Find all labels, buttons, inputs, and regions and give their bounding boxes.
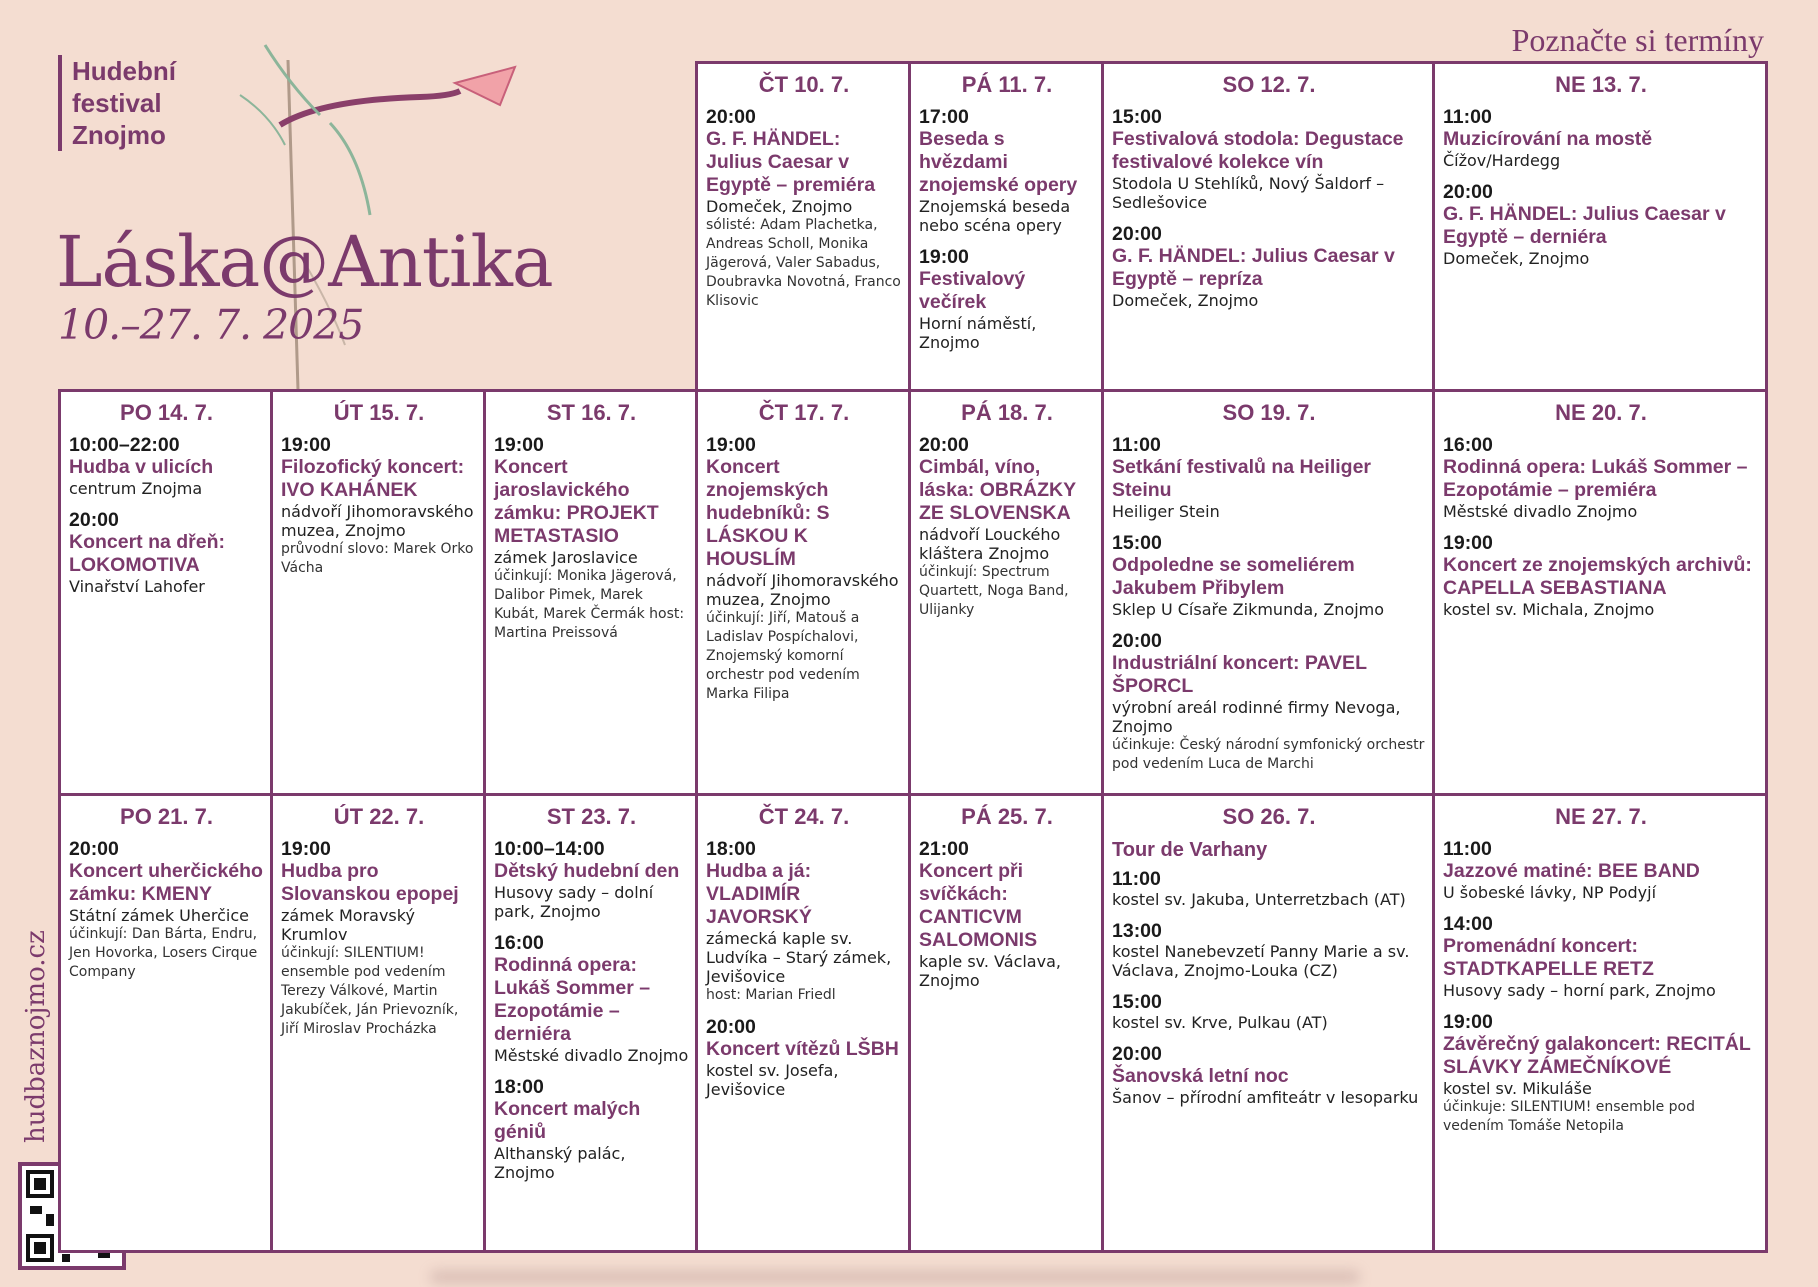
- event-item: [69, 434, 264, 498]
- day-heading: ČT 10. 7.: [758, 72, 850, 97]
- day-lead-title: Tour de Varhany: [1112, 839, 1268, 861]
- day-cell: [1432, 61, 1768, 395]
- event-place: U šobeské lávky, NP Podyjí: [1443, 883, 1657, 902]
- event-place: kostel sv. Michala, Znojmo: [1443, 600, 1655, 619]
- event-name: Cimbál, víno, láska: OBRÁZKY ZE SLOVENSKA: [919, 456, 1076, 524]
- event-place: Husovy sady – dolní park, Znojmo: [494, 883, 654, 921]
- day-cell: [695, 793, 911, 1253]
- event-name: Závěrečný galakoncert: RECITÁL SLÁVKY ZÁMEČNÍKOVÉ: [1443, 1033, 1751, 1078]
- day-cell: [908, 389, 1104, 799]
- event-place: kostel Nanebevzetí Panny Marie a sv. Václava, Znojmo-Louka (CZ): [1112, 942, 1410, 980]
- event-item: [494, 838, 689, 921]
- day-cell: [1101, 61, 1435, 395]
- website-label[interactable]: hudbaznojmo.cz: [21, 930, 51, 1143]
- day-heading: PÁ 18. 7.: [961, 400, 1053, 425]
- event-time: 19:00: [281, 838, 331, 860]
- event-place: centrum Znojma: [69, 479, 203, 498]
- event-place: zámek Jaroslavice: [494, 548, 638, 567]
- event-time: 20:00: [1112, 630, 1162, 652]
- day-cell: [270, 389, 486, 799]
- event-item: [1112, 434, 1426, 521]
- event-time: 20:00: [706, 106, 756, 128]
- event-time: 15:00: [1112, 991, 1162, 1013]
- event-item: [1112, 532, 1426, 619]
- day-heading: PO 14. 7.: [120, 400, 213, 425]
- day-cell: [908, 793, 1104, 1253]
- festival-title: Láska@Antika: [56, 221, 553, 303]
- event-extra: účinkují: Dan Bárta, Endru, Jen Hovorka, Losers Cirque Company: [69, 926, 258, 980]
- event-time: 19:00: [1443, 532, 1493, 554]
- event-time: 18:00: [706, 838, 756, 860]
- event-time: 17:00: [919, 106, 969, 128]
- event-name: Rodinná opera: Lukáš Sommer – Ezopotámie – derniéra: [494, 954, 651, 1045]
- event-item: [706, 1016, 902, 1099]
- day-cell: [695, 389, 911, 799]
- event-time: 11:00: [1112, 868, 1161, 890]
- event-time: 20:00: [1112, 223, 1162, 245]
- event-item: [919, 838, 1095, 990]
- day-heading: PÁ 25. 7.: [961, 804, 1053, 829]
- event-place: Stodola U Stehlíků, Nový Šaldorf – Sedlešovice: [1112, 174, 1385, 212]
- event-place: nádvoří Louckého kláštera Znojmo: [919, 525, 1061, 563]
- event-place: Domeček, Znojmo: [1443, 249, 1590, 268]
- event-place: Vinařství Lahofer: [69, 577, 205, 596]
- event-place: kostel sv. Josefa, Jevišovice: [706, 1061, 839, 1099]
- event-time: 16:00: [1443, 434, 1493, 456]
- event-time: 10:00–22:00: [69, 434, 180, 456]
- event-name: G. F. HÄNDEL: Julius Caesar v Egyptě – derniéra: [1443, 203, 1726, 248]
- day-heading: PÁ 11. 7.: [961, 72, 1053, 97]
- day-heading: ČT 24. 7.: [758, 804, 850, 829]
- event-time: 10:00–14:00: [494, 838, 605, 860]
- event-extra: účinkuje: SILENTIUM! ensemble pod vedením Tomáše Netopila: [1443, 1099, 1695, 1134]
- event-item: [1443, 181, 1759, 268]
- event-item: [1112, 630, 1426, 774]
- day-heading: PO 21. 7.: [120, 804, 213, 829]
- event-place: Městské divadlo Znojmo: [1443, 502, 1638, 521]
- event-time: 21:00: [919, 838, 969, 860]
- day-heading: ČT 17. 7.: [758, 400, 850, 425]
- event-item: [1112, 920, 1426, 980]
- event-name: G. F. HÄNDEL: Julius Caesar v Egyptě – premiéra: [706, 128, 876, 196]
- event-name: Muzicírování na mostě: [1443, 128, 1653, 150]
- event-time: 19:00: [706, 434, 756, 456]
- event-time: 19:00: [919, 246, 969, 268]
- event-place: Althanský palác, Znojmo: [494, 1144, 626, 1182]
- event-name: Koncert znojemských hudebníků: S LÁSKOU K HOUSLÍM: [706, 456, 830, 570]
- event-time: 15:00: [1112, 532, 1162, 554]
- event-time: 11:00: [1112, 434, 1161, 456]
- event-place: Domeček, Znojmo: [1112, 291, 1259, 310]
- event-item: [1112, 868, 1426, 909]
- event-item: [1112, 991, 1426, 1032]
- event-place: Městské divadlo Znojmo: [494, 1046, 689, 1065]
- day-cell: [908, 61, 1104, 395]
- event-item: [494, 1076, 689, 1182]
- event-time: 19:00: [281, 434, 331, 456]
- day-cell: [483, 389, 698, 799]
- event-item: [69, 509, 264, 596]
- event-item: [1443, 1011, 1759, 1136]
- event-time: 18:00: [494, 1076, 544, 1098]
- event-extra: účinkují: SILENTIUM! ensemble pod vedením Terezy Válkové, Martin Jakubíček, Ján Prievozník, Jiří Miroslav Procházka: [281, 945, 459, 1037]
- event-name: Festivalová stodola: Degustace festivalové kolekce vín: [1112, 128, 1404, 173]
- day-cell: [1432, 793, 1768, 1253]
- event-place: zámecká kaple sv. Ludvíka – Starý zámek, Jevišovice: [706, 929, 892, 986]
- day-heading: ÚT 22. 7.: [333, 804, 425, 829]
- event-item: [281, 838, 477, 1039]
- event-name: Hudba v ulicích: [69, 456, 214, 478]
- event-time: 20:00: [69, 509, 119, 531]
- event-item: [1112, 106, 1426, 212]
- event-name: Jazzové matiné: BEE BAND: [1443, 860, 1700, 882]
- event-name: Hudba pro Slovanskou epopej: [281, 860, 459, 905]
- event-item: [1443, 913, 1759, 1000]
- brand-line: Hudební: [72, 56, 176, 86]
- event-name: Šanovská letní noc: [1112, 1065, 1289, 1087]
- event-item: [706, 106, 902, 311]
- day-cell: [1101, 793, 1435, 1253]
- day-heading: NE 20. 7.: [1555, 400, 1647, 425]
- event-item: [1112, 1043, 1426, 1107]
- event-item: [281, 434, 477, 578]
- event-place: Horní náměstí, Znojmo: [919, 314, 1037, 352]
- event-place: Šanov – přírodní amfiteátr v lesoparku: [1112, 1088, 1419, 1107]
- event-item: [919, 434, 1095, 620]
- event-place: Husovy sady – horní park, Znojmo: [1443, 981, 1716, 1000]
- note-heading: Poznačte si termíny: [1511, 22, 1764, 58]
- day-cell: [58, 389, 273, 799]
- event-extra: průvodní slovo: Marek Orko Vácha: [281, 541, 474, 576]
- day-heading: ST 23. 7.: [546, 804, 637, 829]
- event-place: kaple sv. Václava, Znojmo: [919, 952, 1061, 990]
- event-item: [919, 246, 1095, 352]
- event-name: Koncert při svíčkách: CANTICVM SALOMONIS: [919, 860, 1038, 951]
- day-heading: SO 19. 7.: [1222, 400, 1316, 425]
- event-time: 20:00: [1112, 1043, 1162, 1065]
- event-time: 15:00: [1112, 106, 1162, 128]
- event-place: Sklep U Císaře Zikmunda, Znojmo: [1112, 600, 1385, 619]
- brand-line: festival: [72, 88, 162, 118]
- event-item: [1443, 838, 1759, 902]
- event-time: 20:00: [706, 1016, 756, 1038]
- event-extra: účinkují: Jiří, Matouš a Ladislav Pospíchalovi, Znojemský komorní orchestr pod vedením Marka Filipa: [706, 610, 860, 702]
- event-place: Domeček, Znojmo: [706, 197, 853, 216]
- event-item: [706, 838, 902, 1005]
- event-time: 16:00: [494, 932, 544, 954]
- event-item: [494, 434, 689, 643]
- day-cell: [695, 61, 911, 395]
- event-extra: sólisté: Adam Plachetka, Andreas Scholl, Monika Jägerová, Valer Sabadus, Doubravka Novotná, Franco Klisovic: [706, 217, 901, 309]
- event-item: [494, 932, 689, 1065]
- event-name: Odpoledne se someliérem Jakubem Přibylem: [1112, 554, 1355, 599]
- event-place: kostel sv. Krve, Pulkau (AT): [1112, 1013, 1328, 1032]
- event-time: 11:00: [1443, 106, 1492, 128]
- event-name: Setkání festivalů na Heiliger Steinu: [1112, 456, 1372, 501]
- event-name: Koncert jaroslavického zámku: PROJEKT METASTASIO: [494, 456, 659, 547]
- festival-brand: [58, 55, 176, 151]
- event-time: 13:00: [1112, 920, 1162, 942]
- event-place: kostel sv. Jakuba, Unterretzbach (AT): [1112, 890, 1406, 909]
- event-name: Koncert vítězů LŠBH: [706, 1038, 899, 1060]
- festival-dates: 10.–27. 7. 2025: [58, 301, 364, 349]
- event-name: G. F. HÄNDEL: Julius Caesar v Egyptě – repríza: [1112, 245, 1395, 290]
- event-name: Industriální koncert: PAVEL ŠPORCL: [1112, 652, 1367, 697]
- event-time: 20:00: [1443, 181, 1493, 203]
- event-place: kostel sv. Mikuláše: [1443, 1079, 1592, 1098]
- event-place: Heiliger Stein: [1112, 502, 1220, 521]
- event-name: Filozofický koncert: IVO KAHÁNEK: [281, 456, 465, 501]
- brand-line: Znojmo: [72, 120, 166, 150]
- event-item: [1443, 106, 1759, 170]
- event-extra: účinkují: Monika Jägerová, Dalibor Pimek, Marek Kubát, Marek Čermák host: Martina Preissová: [494, 568, 685, 641]
- event-item: [706, 434, 902, 704]
- event-item: [919, 106, 1095, 235]
- day-cell: [1432, 389, 1768, 799]
- day-heading: ÚT 15. 7.: [333, 400, 425, 425]
- day-cell: [58, 793, 273, 1253]
- event-name: Koncert uherčického zámku: KMENY: [69, 860, 263, 905]
- event-name: Festivalový večírek: [919, 268, 1026, 313]
- event-item: [1112, 223, 1426, 310]
- day-cell: [270, 793, 486, 1253]
- event-time: 14:00: [1443, 913, 1493, 935]
- event-place: zámek Moravský Krumlov: [281, 906, 415, 944]
- day-heading: ST 16. 7.: [546, 400, 637, 425]
- event-time: 20:00: [919, 434, 969, 456]
- event-name: Promenádní koncert: STADTKAPELLE RETZ: [1443, 935, 1654, 980]
- day-heading: NE 13. 7.: [1555, 72, 1647, 97]
- event-name: Rodinná opera: Lukáš Sommer – Ezopotámie – premiéra: [1443, 456, 1748, 501]
- event-item: [69, 838, 264, 982]
- event-item: [1443, 434, 1759, 521]
- event-extra: host: Marian Friedl: [706, 987, 836, 1003]
- event-time: 11:00: [1443, 838, 1492, 860]
- day-heading: SO 12. 7.: [1222, 72, 1316, 97]
- event-name: Koncert na dřeň: LOKOMOTIVA: [69, 531, 226, 576]
- event-name: Dětský hudební den: [494, 860, 680, 882]
- day-cell: [1101, 389, 1435, 799]
- day-cell: [483, 793, 698, 1253]
- event-place: Čížov/Hardegg: [1443, 151, 1561, 170]
- event-extra: účinkuje: Český národní symfonický orchestr pod vedením Luca de Marchi: [1112, 737, 1425, 772]
- event-time: 19:00: [1443, 1011, 1493, 1033]
- event-name: Koncert malých géniů: [494, 1098, 641, 1143]
- event-name: Hudba a já: VLADIMÍR JAVORSKÝ: [706, 860, 812, 928]
- bottom-shadow: [430, 1270, 1360, 1284]
- event-place: Státní zámek Uherčice: [69, 906, 249, 925]
- event-item: [1443, 532, 1759, 619]
- event-place: nádvoří Jihomoravského muzea, Znojmo: [706, 571, 899, 609]
- event-extra: účinkují: Spectrum Quartett, Noga Band, Ulijanky: [919, 564, 1069, 618]
- event-time: 19:00: [494, 434, 544, 456]
- event-place: výrobní areál rodinné firmy Nevoga, Znojmo: [1112, 698, 1401, 736]
- event-place: nádvoří Jihomoravského muzea, Znojmo: [281, 502, 474, 540]
- event-name: Beseda s hvězdami znojemské opery: [919, 128, 1078, 196]
- event-time: 20:00: [69, 838, 119, 860]
- day-heading: NE 27. 7.: [1555, 804, 1647, 829]
- event-place: Znojemská beseda nebo scéna opery: [919, 197, 1071, 235]
- event-name: Koncert ze znojemských archivů: CAPELLA SEBASTIANA: [1443, 554, 1752, 599]
- day-heading: SO 26. 7.: [1222, 804, 1316, 829]
